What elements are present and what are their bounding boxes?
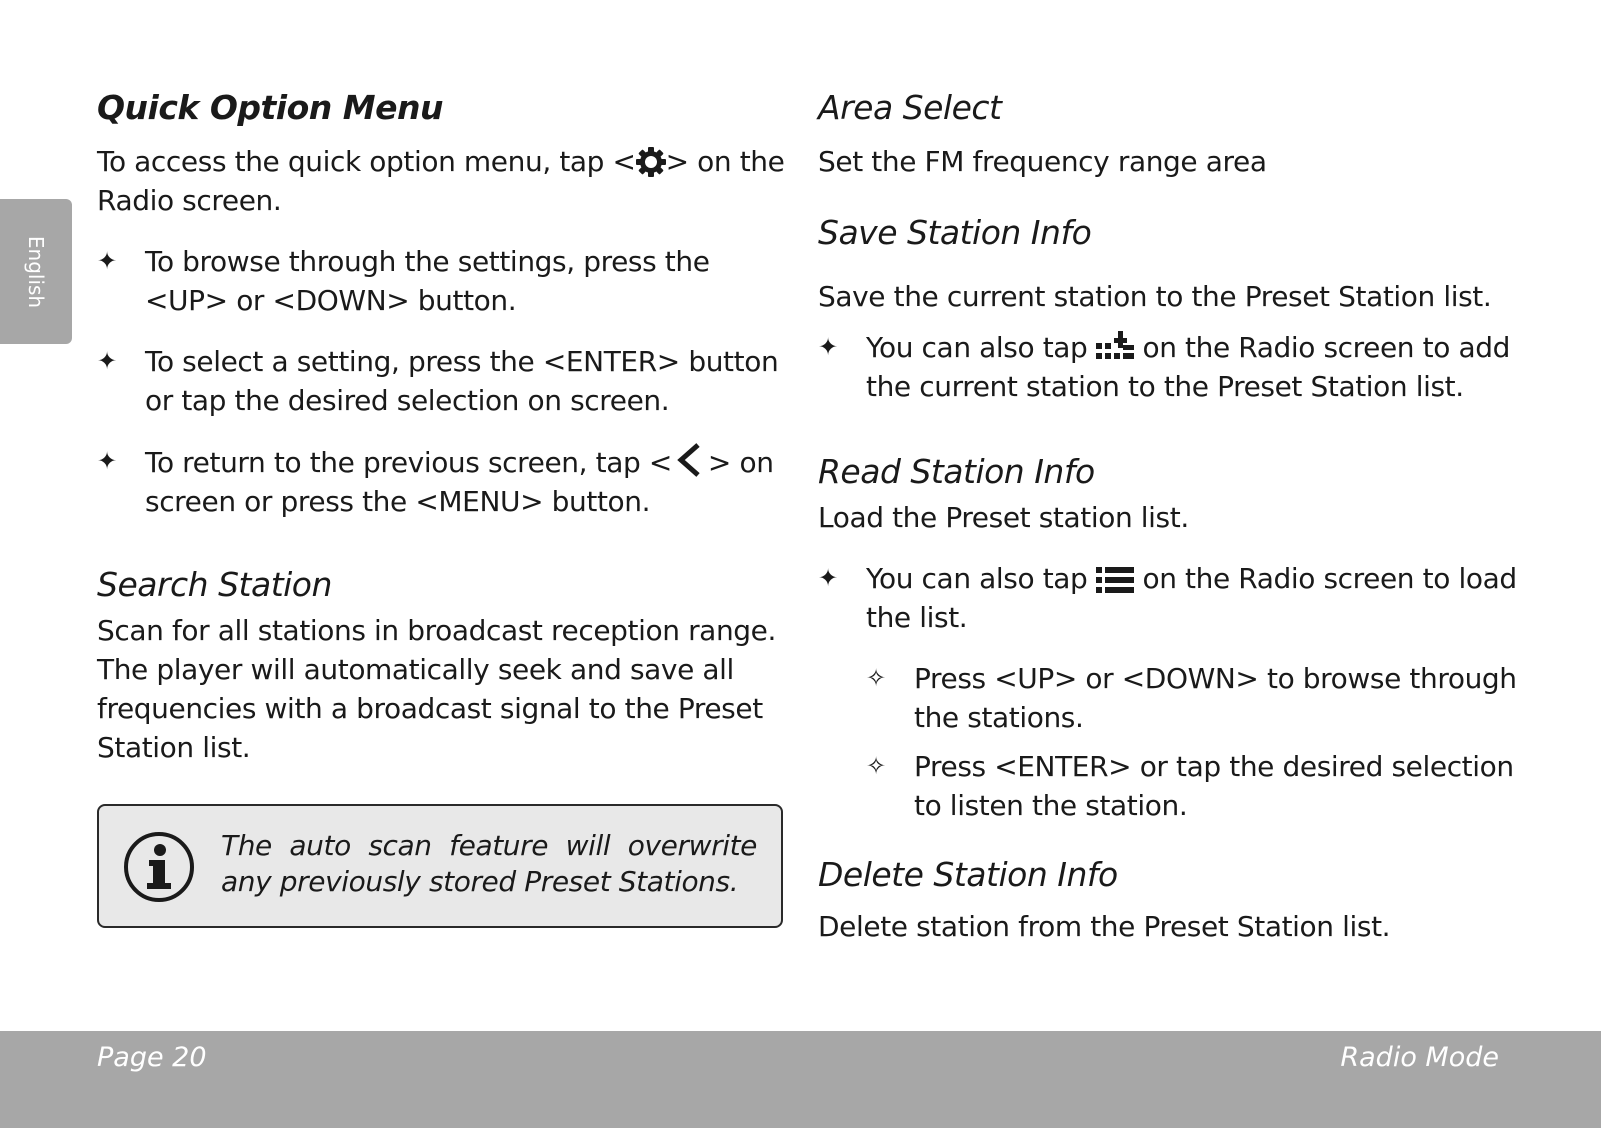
bullet-select: ✦ To select a setting, press the <ENTER> button or tap the desired selection on screen. [97,342,787,420]
star-bullet-icon: ✦ [818,564,838,592]
delete-station-text: Delete station from the Preset Station list. [818,910,1391,943]
right-column [818,86,1518,946]
bullet-browse: ✦ To browse through the settings, press the <UP> or <DOWN> button. [97,242,787,320]
read-station-text: Load the Preset station list. [818,501,1189,534]
star-bullet-icon: ✦ [97,347,117,375]
language-tab-label: English [24,235,48,308]
page-number: Page 20 [97,1042,207,1073]
bullet-return: ✦ To return to the previous screen, tap < > on screen or press the <MENU> button. [97,442,787,521]
area-select-text: Set the FM frequency range area [818,145,1267,178]
sub-bullet-enter: ✧ Press <ENTER> or tap the desired selection to listen the station. [866,747,1518,825]
sub-bullet-browse: ✧ Press <UP> or <DOWN> to browse through the stations. [866,659,1518,737]
bullet-save: ✦ You can also tap on the Radio screen to add the current station to the Preset Station list. [818,328,1518,406]
quick-option-title: Quick Option Menu [97,88,443,127]
language-tab [0,199,72,344]
save-station-text: Save the current station to the Preset Station list. [818,280,1492,313]
left-column [97,86,787,767]
read-station-title: Read Station Info [818,452,1095,491]
save-station-title: Save Station Info [818,213,1092,252]
gear-icon [636,147,666,177]
hollow-star-bullet-icon: ✧ [866,664,886,692]
star-bullet-icon: ✦ [97,447,117,475]
hollow-star-bullet-icon: ✧ [866,752,886,780]
section-name: Radio Mode [1340,1042,1499,1073]
note-text: The auto scan feature will overwrite any previously stored Preset Stations. [221,829,757,898]
info-note [97,804,783,928]
chevron-left-icon [672,442,708,478]
list-icon [1096,566,1134,594]
save-preset-icon [1096,331,1134,363]
bullet-read: ✦ You can also tap on the Radio screen to load the list. [818,559,1518,637]
page-footer [0,1031,1601,1128]
area-select-title: Area Select [818,88,1002,127]
info-icon [123,831,195,903]
star-bullet-icon: ✦ [818,333,838,361]
quick-option-intro: To access the quick option menu, tap < > on the Radio screen. [97,145,785,217]
search-station-text: Scan for all stations in broadcast reception range. The player will automatically seek and save all frequencies with a broadcast signal to the Preset Station list. [97,614,776,764]
delete-station-title: Delete Station Info [818,855,1118,894]
search-station-title: Search Station [97,565,332,604]
star-bullet-icon: ✦ [97,247,117,275]
